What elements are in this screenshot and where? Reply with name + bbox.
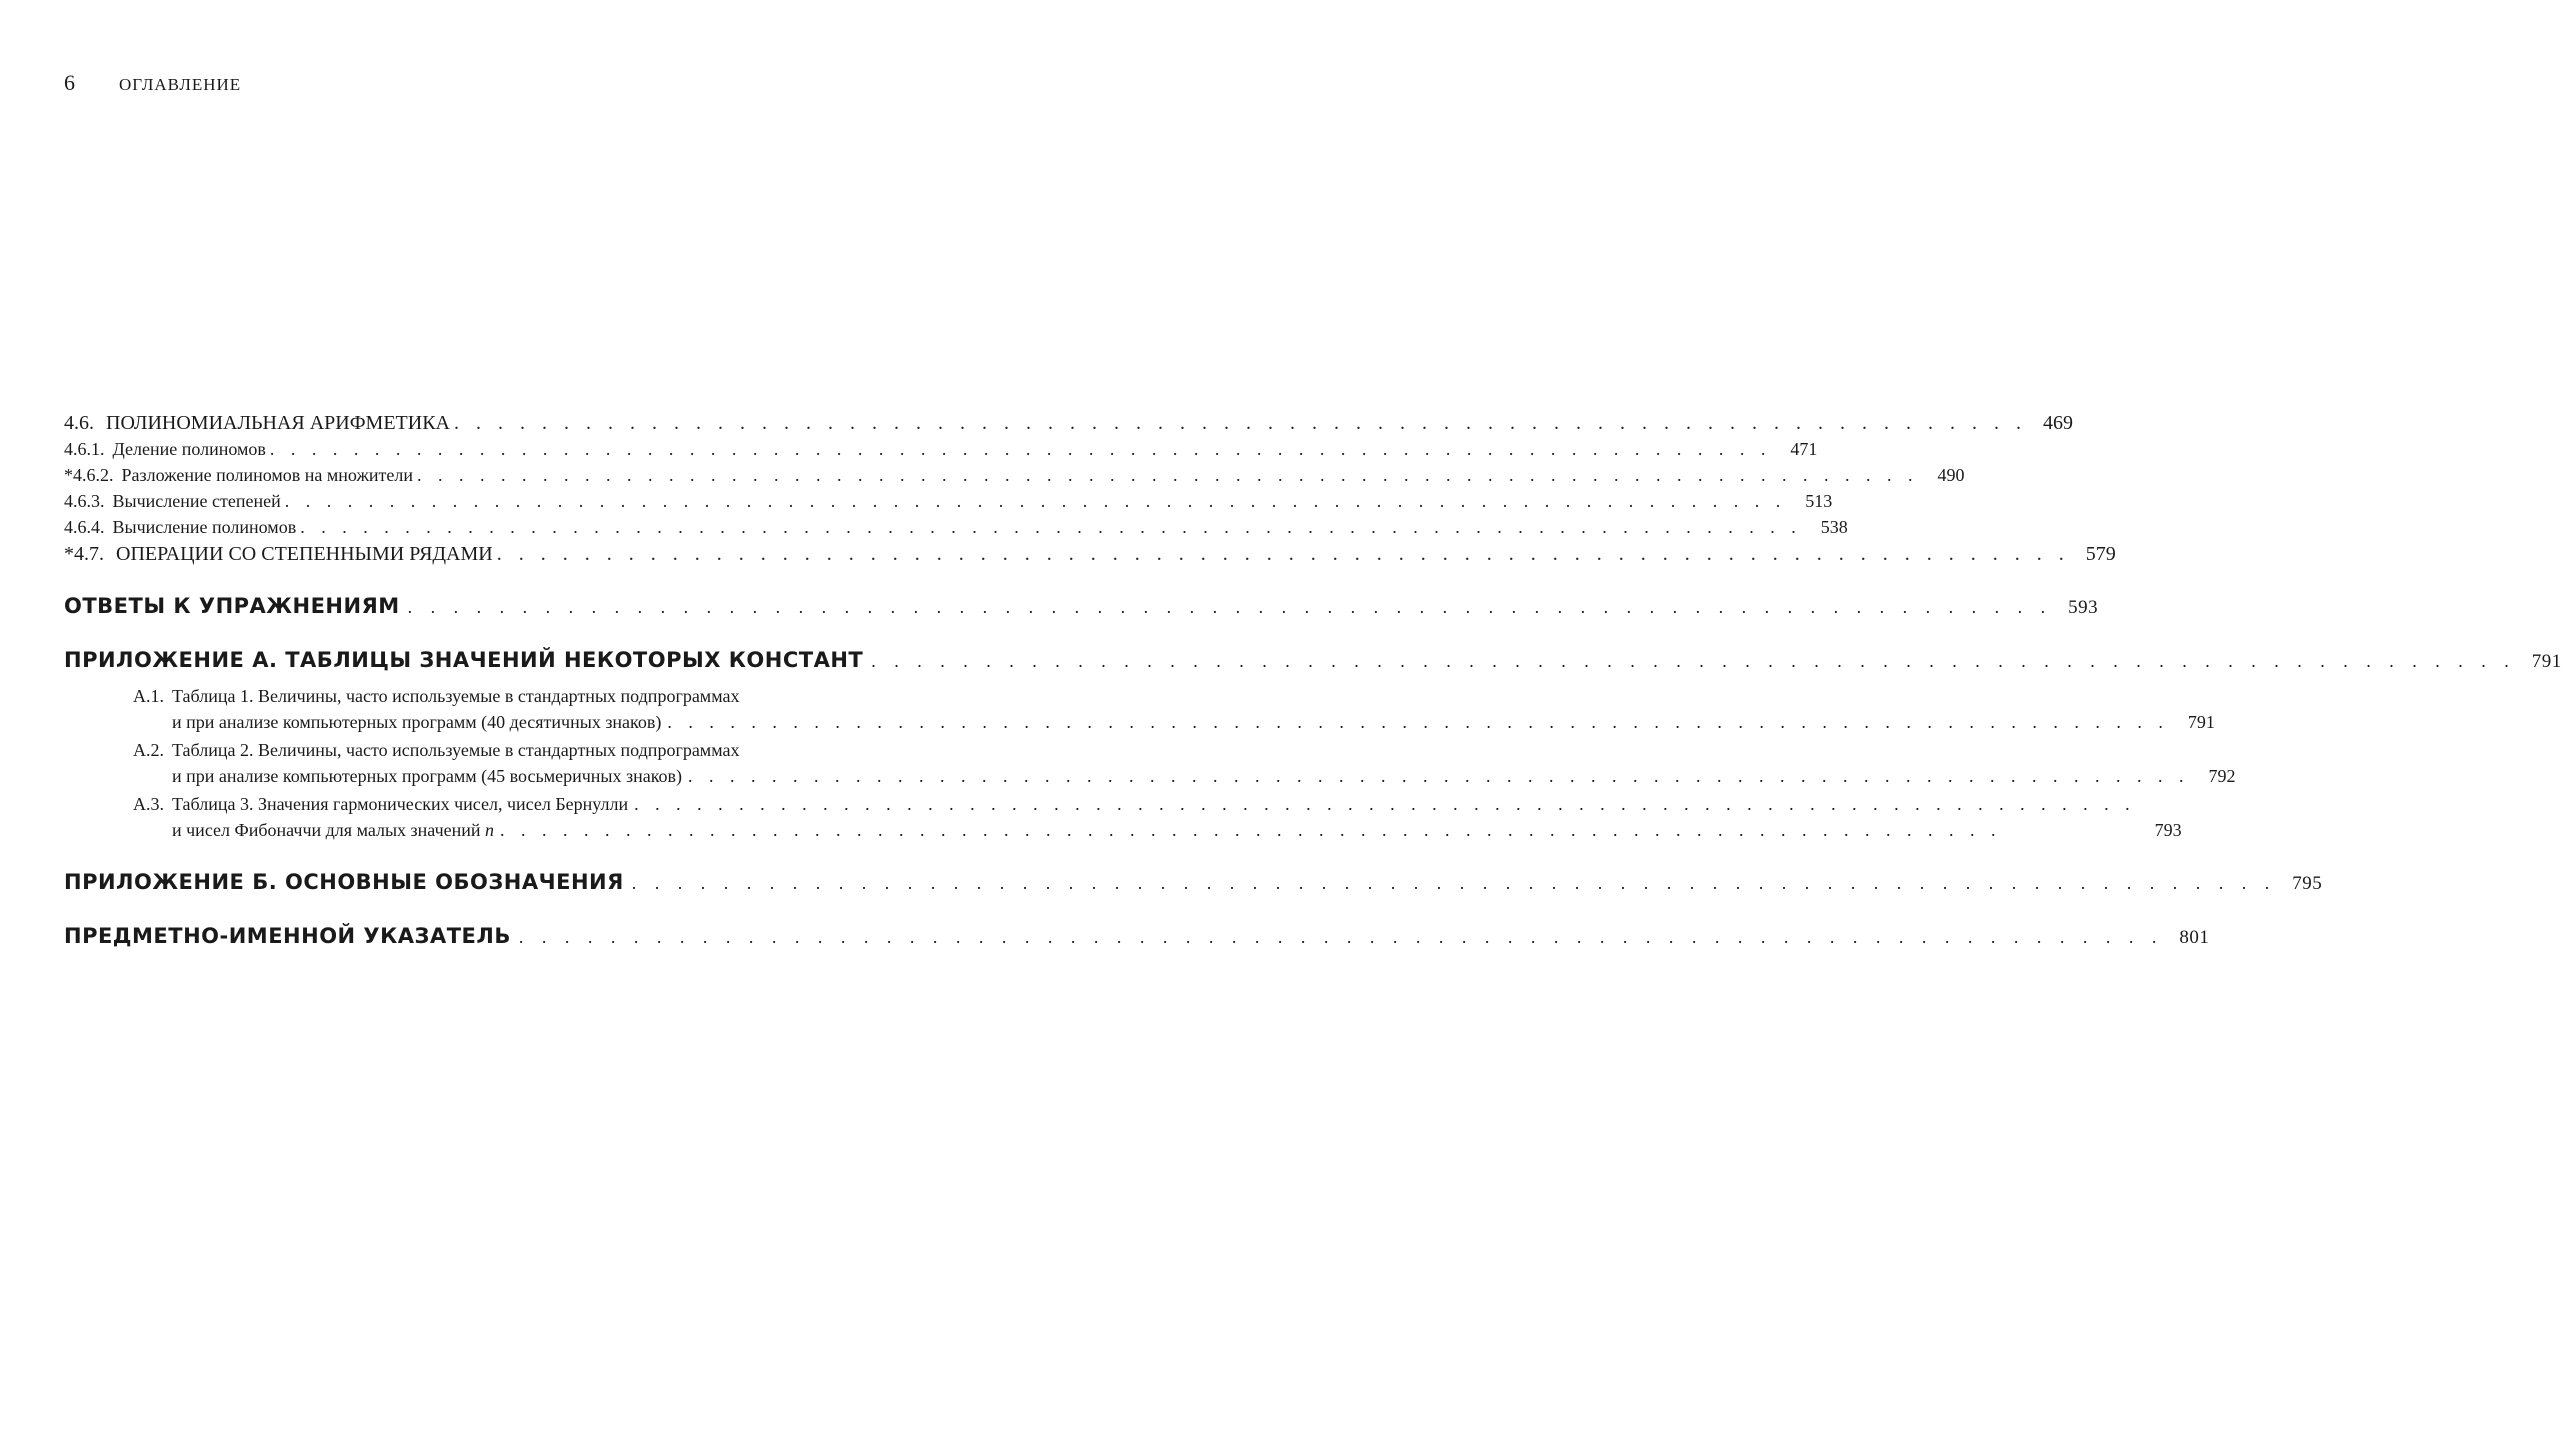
entry-text-line: и при анализе компьютерных программ (40 десятичных знаков)	[172, 712, 662, 732]
dot-leader: . . . . . . . . . . . . . . . . . . . . . . . . . . . . . . . . . . . . . . . . . . . . . . . . . . . . . . . . . . . . . . . . . . . . . . . .	[300, 517, 1802, 537]
toc-entry-4-6-2[interactable]	[64, 465, 1965, 491]
page-ref: 792	[2208, 766, 2236, 786]
section-title: Вычисление полиномов	[112, 517, 297, 537]
dot-leader: . . . . . . . . . . . . . . . . . . . . . . . . . . . . . . . . . . . . . . . . . . . . . . . . . . . . . . . . . . . . . . . . . . . . . . . .	[631, 873, 2277, 893]
section-title: ПОЛИНОМИАЛЬНАЯ АРИФМЕТИКА	[106, 412, 450, 434]
page-ref: 801	[2179, 927, 2210, 948]
page-ref: 469	[2042, 412, 2073, 434]
section-number: 4.6.3.	[64, 491, 105, 511]
section-title: ОПЕРАЦИИ СО СТЕПЕННЫМИ РЯДАМИ	[116, 543, 493, 565]
dot-leader: . . . . . . . . . . . . . . . . . . . . . . . . . . . . . . . . . . . . . . . . . . . . . . . . . . . . . . . . . . . . . . . . . . . . . . . .	[634, 794, 2136, 814]
page-ref: 538	[1820, 517, 1848, 537]
page-ref: 471	[1790, 439, 1818, 459]
toc-entry-a1[interactable]	[64, 686, 2215, 738]
entry-text-line	[172, 820, 494, 841]
running-title: ОГЛАВЛЕНИЕ	[119, 75, 242, 94]
dot-leader: . . . . . . . . . . . . . . . . . . . . . . . . . . . . . . . . . . . . . . . . . . . . . . . . . . . . . . . . . . . . . . . . . . . . . . . .	[284, 491, 1787, 511]
section-number: А.2.	[133, 740, 164, 760]
toc-entry-4-6-3[interactable]	[64, 491, 1833, 517]
page-ref: 579	[2085, 543, 2116, 565]
page-ref: 791	[2531, 651, 2562, 672]
toc-entry-4-7[interactable]	[64, 543, 2116, 570]
chapter-title: ПРИЛОЖЕНИЕ А. ТАБЛИЦЫ ЗНАЧЕНИЙ НЕКОТОРЫХ КОНСТАНТ	[64, 648, 864, 672]
section-title: Вычисление степеней	[112, 491, 281, 511]
section-title: Деление полиномов	[112, 439, 266, 459]
chapter-title: ОТВЕТЫ К УПРАЖНЕНИЯМ	[64, 594, 400, 618]
page-ref: 490	[1937, 465, 1965, 485]
section-number: 4.6.4.	[64, 517, 105, 537]
page-number: 6	[64, 70, 75, 95]
page-ref: 513	[1805, 491, 1833, 511]
toc-chapter-answers[interactable]	[64, 594, 2099, 624]
entry-text-line: и при анализе компьютерных программ (45 восьмеричных знаков)	[172, 766, 683, 786]
toc-chapter-index[interactable]	[64, 924, 2210, 954]
section-number: А.3.	[133, 794, 164, 814]
dot-leader: . . . . . . . . . . . . . . . . . . . . . . . . . . . . . . . . . . . . . . . . . . . . . . . . . . . . . . . . . . . . . . . . . . . . . . . .	[518, 927, 2164, 947]
section-number: 4.6.1.	[64, 439, 105, 459]
toc-entry-4-6-1[interactable]	[64, 439, 1818, 465]
table-of-contents	[64, 412, 2562, 954]
entry-text-part: и чисел Фибоначчи для малых значений	[172, 820, 486, 840]
page-ref: 793	[2154, 820, 2182, 840]
dot-leader: . . . . . . . . . . . . . . . . . . . . . . . . . . . . . . . . . . . . . . . . . . . . . . . . . . . . . . . . . . . . . . . . . . . . . . . .	[453, 412, 2027, 434]
toc-chapter-appendix-a[interactable]	[64, 648, 2562, 678]
dot-leader: . . . . . . . . . . . . . . . . . . . . . . . . . . . . . . . . . . . . . . . . . . . . . . . . . . . . . . . . . . . . . . . . . . . . . . . .	[496, 543, 2070, 565]
entry-text-line: Таблица 2. Величины, часто используемые в стандартных подпрограммах	[172, 740, 740, 760]
chapter-title: ПРЕДМЕТНО-ИМЕННОЙ УКАЗАТЕЛЬ	[64, 924, 511, 948]
page-ref: 795	[2292, 873, 2323, 894]
section-number: *4.6.2.	[64, 465, 114, 485]
math-variable: n	[485, 820, 495, 840]
dot-leader: . . . . . . . . . . . . . . . . . . . . . . . . . . . . . . . . . . . . . . . . . . . . . . . . . . . . . . . . . . . . . . . . . . . . . . . .	[407, 597, 2053, 617]
running-head	[64, 70, 241, 96]
toc-entry-4-6[interactable]	[64, 412, 2073, 439]
chapter-title: ПРИЛОЖЕНИЕ Б. ОСНОВНЫЕ ОБОЗНАЧЕНИЯ	[64, 870, 624, 894]
dot-leader: . . . . . . . . . . . . . . . . . . . . . . . . . . . . . . . . . . . . . . . . . . . . . . . . . . . . . . . . . . . . . . . . . . . . . . . .	[500, 820, 2002, 840]
section-number: 4.6.	[64, 412, 94, 434]
toc-entry-a2[interactable]	[64, 740, 2236, 792]
section-number: *4.7.	[64, 543, 104, 565]
dot-leader: . . . . . . . . . . . . . . . . . . . . . . . . . . . . . . . . . . . . . . . . . . . . . . . . . . . . . . . . . . . . . . . . . . . . . . . .	[269, 439, 1772, 459]
dot-leader: . . . . . . . . . . . . . . . . . . . . . . . . . . . . . . . . . . . . . . . . . . . . . . . . . . . . . . . . . . . . . . . . . . . . . . . .	[417, 465, 1919, 485]
section-number: А.1.	[133, 686, 164, 706]
page-ref: 791	[2187, 712, 2215, 732]
toc-entry-4-6-4[interactable]	[64, 517, 1848, 543]
dot-leader: . . . . . . . . . . . . . . . . . . . . . . . . . . . . . . . . . . . . . . . . . . . . . . . . . . . . . . . . . . . . . . . . . . . . . . . .	[871, 651, 2516, 671]
dot-leader: . . . . . . . . . . . . . . . . . . . . . . . . . . . . . . . . . . . . . . . . . . . . . . . . . . . . . . . . . . . . . . . . . . . . . . . .	[667, 712, 2169, 732]
entry-text-line: Таблица 3. Значения гармонических чисел, чисел Бернулли	[172, 794, 629, 814]
page-ref: 593	[2068, 597, 2099, 618]
entry-text-line: Таблица 1. Величины, часто используемые в стандартных подпрограммах	[172, 686, 740, 706]
toc-entry-a3[interactable]	[64, 794, 2182, 846]
toc-chapter-appendix-b[interactable]	[64, 870, 2323, 900]
dot-leader: . . . . . . . . . . . . . . . . . . . . . . . . . . . . . . . . . . . . . . . . . . . . . . . . . . . . . . . . . . . . . . . . . . . . . . . .	[688, 766, 2190, 786]
section-title: Разложение полиномов на множители	[121, 465, 414, 485]
